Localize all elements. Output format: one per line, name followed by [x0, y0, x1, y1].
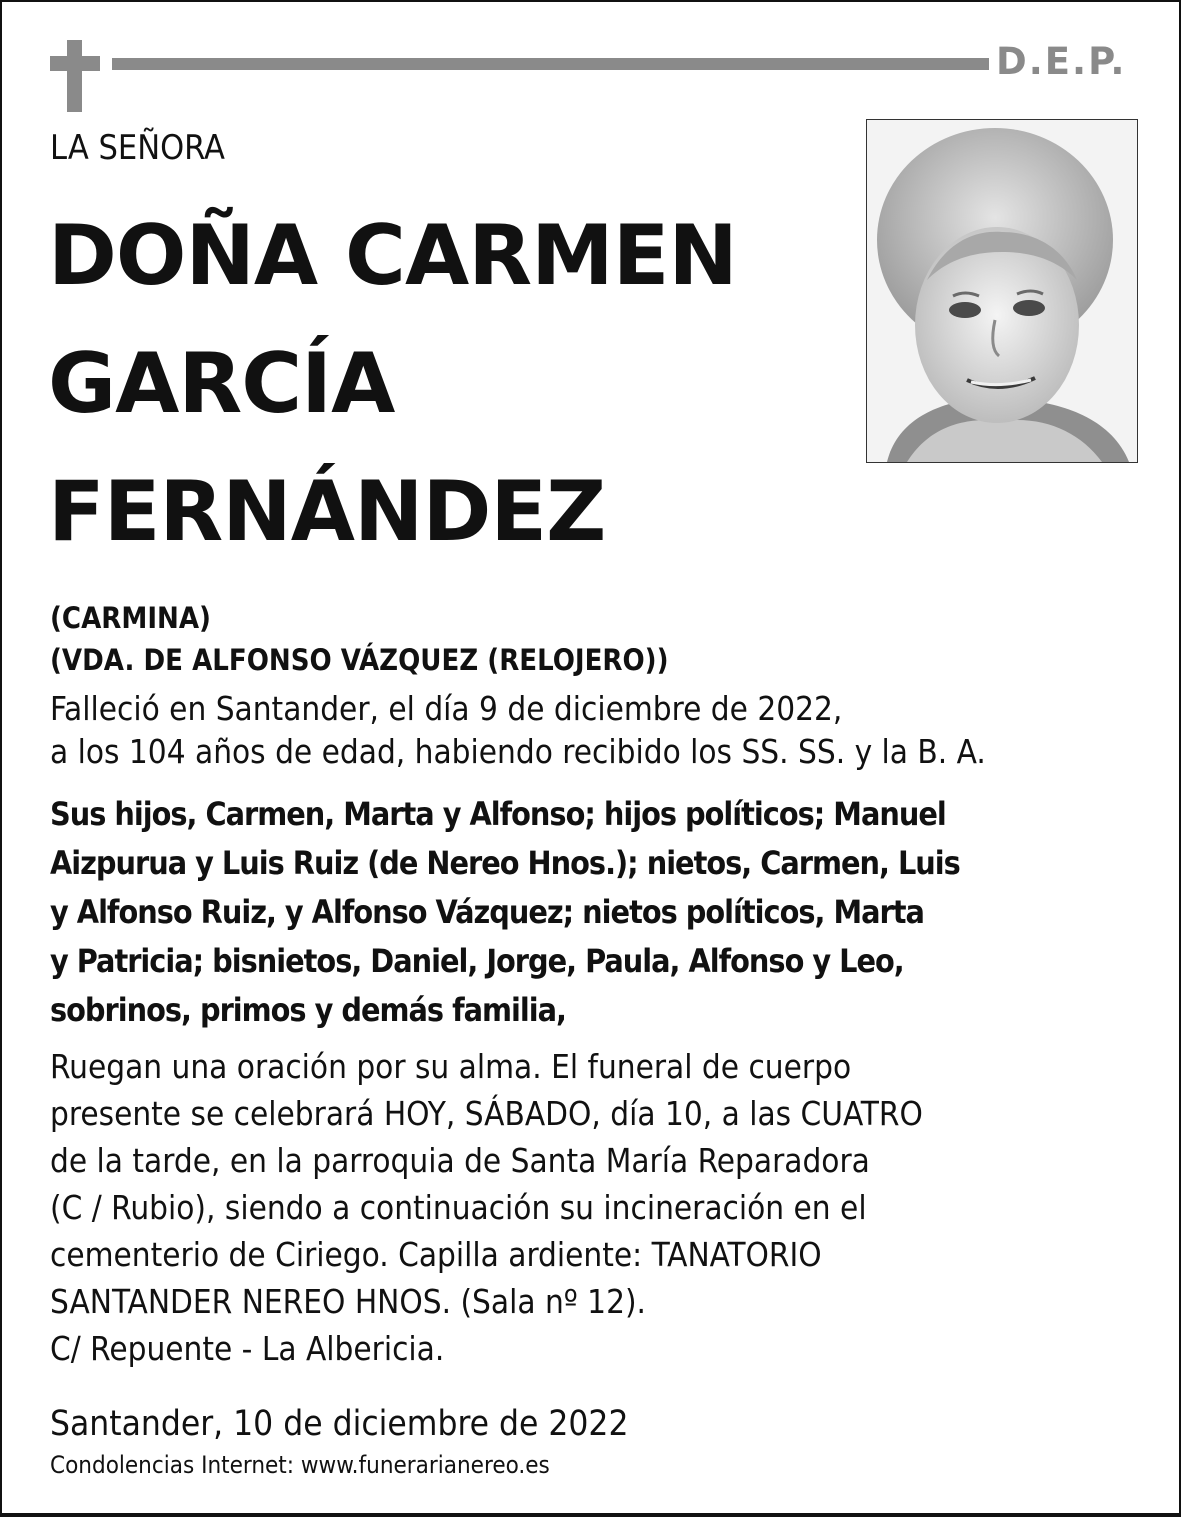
family-line: y Alfonso Ruiz, y Alfonso Vázquez; nietos políticos, Marta	[50, 893, 924, 931]
family-line: sobrinos, primos y demás familia,	[50, 991, 566, 1029]
nickname: (CARMINA)	[50, 601, 211, 635]
name-line: FERNÁNDEZ	[48, 463, 606, 560]
cross-icon-bar	[50, 56, 100, 71]
family-line: Aizpurua y Luis Ruiz (de Nereo Hnos.); nietos, Carmen, Luis	[50, 844, 960, 882]
funeral-line: Ruegan una oración por su alma. El funeral de cuerpo	[50, 1047, 852, 1086]
header-rule	[112, 58, 989, 70]
funeral-line: cementerio de Ciriego. Capilla ardiente: TANATORIO	[50, 1235, 822, 1274]
portrait-photo	[866, 119, 1138, 463]
nickname-block	[50, 597, 669, 681]
name-line: GARCÍA	[48, 335, 395, 432]
funeral-line: de la tarde, en la parroquia de Santa María Reparadora	[50, 1141, 870, 1180]
intro-label: LA SEÑORA	[50, 128, 225, 168]
dep-label: D.E.P.	[996, 40, 1127, 83]
death-details	[50, 687, 986, 773]
family-line: y Patricia; bisnietos, Daniel, Jorge, Paula, Alfonso y Leo,	[50, 942, 904, 980]
place-date: Santander, 10 de diciembre de 2022	[50, 1404, 629, 1444]
deceased-name	[48, 192, 858, 576]
death-line: a los 104 años de edad, habiendo recibido los SS. SS. y la B. A.	[50, 732, 986, 771]
funeral-line: (C / Rubio), siendo a continuación su incineración en el	[50, 1188, 867, 1227]
family-list	[50, 790, 960, 1035]
cross-icon	[67, 40, 82, 112]
family-line: Sus hijos, Carmen, Marta y Alfonso; hijos políticos; Manuel	[50, 795, 946, 833]
death-line: Falleció en Santander, el día 9 de diciembre de 2022,	[50, 689, 843, 728]
condolences-link: Condolencias Internet: www.funerarianereo.es	[50, 1451, 550, 1479]
name-line: DOÑA CARMEN	[48, 207, 737, 304]
funeral-line: SANTANDER NEREO HNOS. (Sala nº 12).	[50, 1282, 646, 1321]
widow-note: (VDA. DE ALFONSO VÁZQUEZ (RELOJERO))	[50, 643, 669, 677]
funeral-line: presente se celebrará HOY, SÁBADO, día 10, a las CUATRO	[50, 1094, 923, 1133]
funeral-details	[50, 1043, 923, 1372]
funeral-line: C/ Repuente - La Albericia.	[50, 1329, 445, 1368]
